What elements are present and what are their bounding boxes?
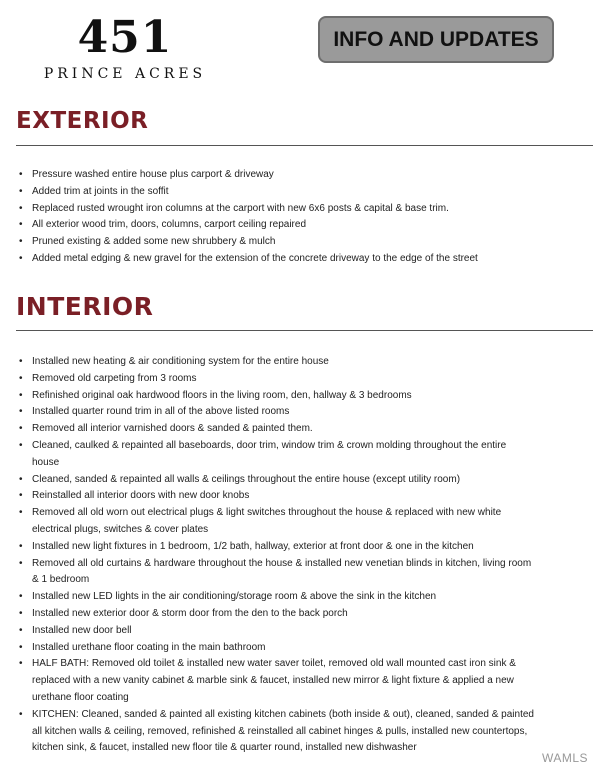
list-item: • Reinstalled all interior doors with new door knobs: [16, 488, 536, 505]
logo: [30, 14, 220, 82]
list-item: • Replaced rusted wrought iron columns at the carport with new 6x6 posts & capital & base trim.: [16, 201, 536, 218]
exterior-heading: EXTERIOR: [16, 108, 149, 134]
list-item: • Installed urethane floor coating in the main bathroom: [16, 640, 536, 657]
interior-heading: INTERIOR: [16, 292, 154, 321]
logo-number: 451: [77, 12, 173, 63]
list-item: • Pruned existing & added some new shrubbery & mulch: [16, 234, 536, 251]
list-item: • Installed quarter round trim in all of the above listed rooms: [16, 404, 536, 421]
list-item: • Cleaned, caulked & repainted all baseboards, door trim, window trim & crown molding throughout the entire house: [16, 438, 536, 472]
list-item: • Added metal edging & new gravel for the extension of the concrete driveway to the edge of the street: [16, 251, 536, 268]
exterior-list: [16, 167, 536, 268]
logo-subtitle: PRINCE ACRES: [43, 66, 207, 82]
list-item: • All exterior wood trim, doors, columns, carport ceiling repaired: [16, 217, 536, 234]
info-and-updates-badge: INFO AND UPDATES: [318, 16, 554, 63]
interior-divider: [16, 330, 593, 331]
list-item: • Removed all old curtains & hardware throughout the house & installed new venetian blinds in kitchen, living room & 1 bedroom: [16, 556, 536, 590]
list-item: • Installed new heating & air conditioning system for the entire house: [16, 354, 536, 371]
list-item: • Refinished original oak hardwood floors in the living room, den, hallway & 3 bedrooms: [16, 388, 536, 405]
list-item: • Installed new exterior door & storm door from the den to the back porch: [16, 606, 536, 623]
list-item: • Removed all old worn out electrical plugs & light switches throughout the house & replaced with new white electrical plugs, switches & cover plates: [16, 505, 536, 539]
list-item: • Removed old carpeting from 3 rooms: [16, 371, 536, 388]
interior-list: [16, 354, 536, 757]
list-item: • Pressure washed entire house plus carport & driveway: [16, 167, 536, 184]
exterior-divider: [16, 145, 593, 146]
list-item: • HALF BATH: Removed old toilet & installed new water saver toilet, removed old wall mounted cast iron sink & replaced with a new vanity cabinet & marble sink & faucet, installed new mirror & light fixture & applied a new urethane floor coating: [16, 656, 536, 706]
list-item: • Cleaned, sanded & repainted all walls & ceilings throughout the entire house (except utility room): [16, 472, 536, 489]
list-item: • Installed new LED lights in the air conditioning/storage room & above the sink in the kitchen: [16, 589, 536, 606]
list-item: • Added trim at joints in the soffit: [16, 184, 536, 201]
list-item: • Installed new door bell: [16, 623, 536, 640]
watermark: WAMLS: [541, 751, 588, 765]
list-item: • Installed new light fixtures in 1 bedroom, 1/2 bath, hallway, exterior at front door & one in the kitchen: [16, 539, 536, 556]
list-item: • Removed all interior varnished doors & sanded & painted them.: [16, 421, 536, 438]
list-item: • KITCHEN: Cleaned, sanded & painted all existing kitchen cabinets (both inside & out), cleaned, sanded & painted all kitchen walls & ceiling, removed, refinished & reinstalled all cabinet hinges & pulls, installed new countertops, kitchen sink, & faucet, installed new floor tile & quarter round, installed new dishwasher: [16, 707, 536, 757]
